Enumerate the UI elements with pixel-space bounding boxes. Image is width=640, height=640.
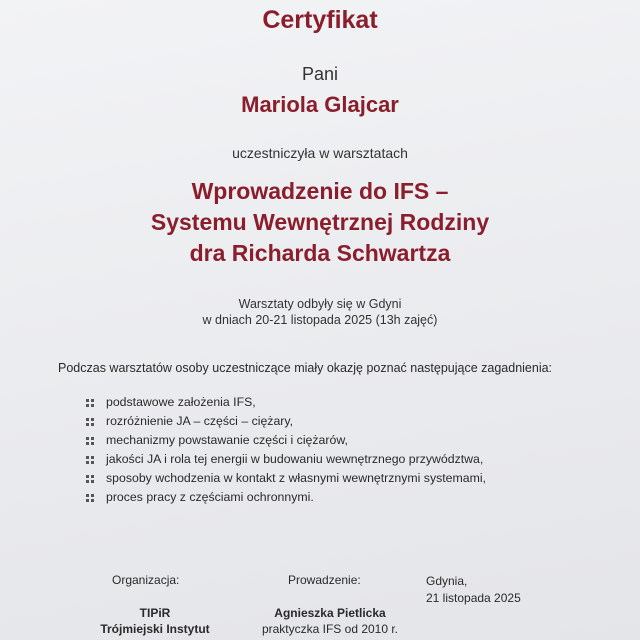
workshop-title-line-1: Wprowadzenie do IFS – <box>191 178 449 204</box>
lead-info <box>250 605 410 637</box>
workshop-details <box>0 296 640 328</box>
issue-place-date <box>426 573 521 607</box>
topics-intro: Podczas warsztatów osoby uczestniczące miały okazję poznać następujące zagadnienia: <box>58 361 553 375</box>
workshop-title-line-3: dra Richarda Schwartza <box>189 240 451 266</box>
four-dot-bullet-icon <box>86 418 94 426</box>
organization-name-line-2: Trójmiejski Instytut <box>100 622 210 636</box>
lead-label: Prowadzenie: <box>288 573 361 587</box>
participation-text: uczestniczyła w warsztatach <box>232 145 408 161</box>
topic-text: mechanizmy powstawanie części i ciężarów, <box>106 433 348 447</box>
list-item <box>86 431 486 450</box>
recipient-name: Mariola Glajcar <box>241 92 399 117</box>
issue-date: 21 listopada 2025 <box>426 591 521 605</box>
four-dot-bullet-icon <box>86 494 94 502</box>
workshop-location: Warsztaty odbyły się w Gdyni <box>238 297 402 311</box>
workshop-dates: w dniach 20-21 listopada 2025 (13h zajęć) <box>202 313 438 327</box>
workshop-title <box>0 176 640 269</box>
salutation: Pani <box>301 64 339 84</box>
organization-label: Organizacja: <box>112 573 180 587</box>
lead-role: praktyczka IFS od 2010 r. <box>261 622 399 636</box>
topic-text: rozróżnienie JA – części – ciężary, <box>106 414 294 428</box>
organization-name-line-1: TIPiR <box>139 606 171 620</box>
list-item <box>86 450 486 469</box>
list-item <box>86 469 486 488</box>
topic-text: sposoby wchodzenia w kontakt z własnymi wewnętrznymi systemami, <box>106 471 486 485</box>
four-dot-bullet-icon <box>86 456 94 464</box>
list-item <box>86 488 486 507</box>
lead-name: Agnieszka Pietlicka <box>274 606 386 620</box>
four-dot-bullet-icon <box>86 399 94 407</box>
topics-list <box>86 393 486 507</box>
four-dot-bullet-icon <box>86 437 94 445</box>
organization-name <box>100 605 210 637</box>
topic-text: jakości JA i rola tej energii w budowaniu wewnętrznego przywództwa, <box>106 452 484 466</box>
list-item <box>86 412 486 431</box>
workshop-title-line-2: Systemu Wewnętrznej Rodziny <box>150 209 490 235</box>
four-dot-bullet-icon <box>86 475 94 483</box>
topic-text: proces pracy z częściami ochronnymi. <box>106 490 314 504</box>
topic-text: podstawowe założenia IFS, <box>106 395 256 409</box>
list-item <box>86 393 486 412</box>
certificate-title: Certyfikat <box>262 6 378 34</box>
issue-place: Gdynia, <box>426 574 468 588</box>
